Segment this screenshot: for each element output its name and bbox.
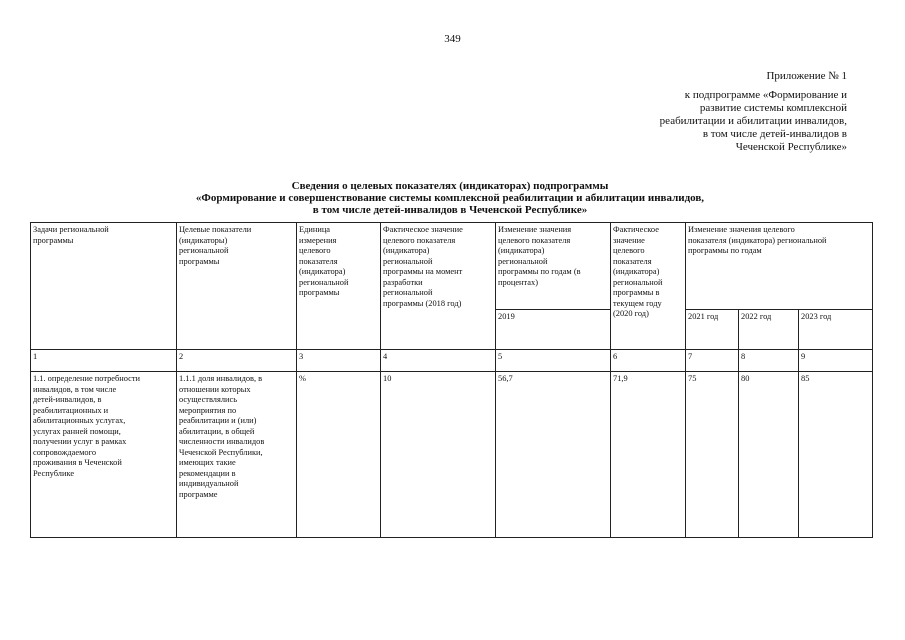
header-year-2019: 2019	[496, 310, 611, 350]
header-change-by-year: Изменение значения целевого показателя (индикатора) региональной программы по годам	[686, 223, 873, 310]
header-actual-2018: Фактическое значение целевого показателя (индикатора) региональной программы на момент разработки региональной программы (2018 год)	[381, 223, 496, 350]
column-number: 9	[799, 350, 873, 372]
indicators-table	[30, 222, 873, 538]
document-title-line-3: в том числе детей-инвалидов в Чеченской Республике»	[312, 204, 588, 216]
cell-unit: %	[297, 372, 381, 538]
column-number: 5	[496, 350, 611, 372]
cell-year-2022: 80	[739, 372, 799, 538]
header-year-2023: 2023 год	[799, 310, 873, 350]
cell-indicator: 1.1.1 доля инвалидов, в отношении которых осуществлялись мероприятия по реабилитации и (или) абилитации, в общей численности инвалидов Чеченской Республики, имеющих такие рекомендации в индивидуальной программе	[177, 372, 297, 538]
header-year-2021: 2021 год	[686, 310, 739, 350]
document-title-line-1: Сведения о целевых показателях (индикаторах) подпрограммы	[291, 180, 609, 192]
header-row	[31, 223, 873, 310]
appendix-title: Приложение № 1	[766, 70, 847, 82]
header-year-2022: 2022 год	[739, 310, 799, 350]
cell-actual-2018: 10	[381, 372, 496, 538]
cell-year-2023: 85	[799, 372, 873, 538]
column-number: 3	[297, 350, 381, 372]
page-number: 349	[444, 33, 461, 45]
cell-year-2019: 56,7	[496, 372, 611, 538]
header-change-years: Изменение значения целевого показателя (индикатора) региональной программы по годам (в процентах)	[496, 223, 611, 310]
column-number-row	[31, 350, 873, 372]
document-title	[100, 180, 800, 216]
header-unit: Единица измерения целевого показателя (индикатора) региональной программы	[297, 223, 381, 350]
table-row	[31, 372, 873, 538]
column-number: 7	[686, 350, 739, 372]
appendix-subtitle: к подпрограмме «Формирование и развитие системы комплексной реабилитации и абилитации инвалидов, в том числе детей-инвалидов в Чеченской Республике»	[659, 89, 847, 153]
document-title-line-2: «Формирование и совершенствование системы комплексной реабилитации и абилитации инвалидов,	[195, 192, 705, 204]
appendix-block	[607, 70, 847, 154]
column-number: 2	[177, 350, 297, 372]
column-number: 4	[381, 350, 496, 372]
cell-year-2021: 75	[686, 372, 739, 538]
column-number: 1	[31, 350, 177, 372]
column-number: 6	[611, 350, 686, 372]
cell-task: 1.1. определение потребности инвалидов, в том числе детей-инвалидов, в реабилитационных и абилитационных услугах, услугах ранней помощи, получении услуг в рамках сопровождаемого проживания в Чеченской Республике	[31, 372, 177, 538]
header-actual-current: Фактическое значение целевого показателя (индикатора) региональной программы в текущем году (2020 год)	[611, 223, 686, 350]
header-task: Задачи региональной программы	[31, 223, 177, 350]
cell-actual-current: 71,9	[611, 372, 686, 538]
column-number: 8	[739, 350, 799, 372]
header-indicator: Целевые показатели (индикаторы) региональной программы	[177, 223, 297, 350]
